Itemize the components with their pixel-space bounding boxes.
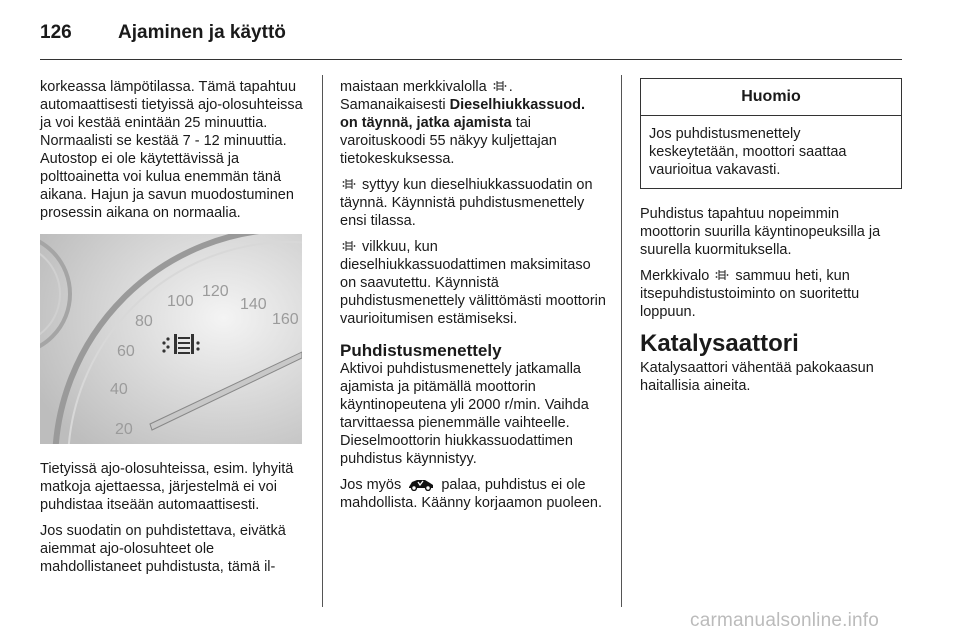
paragraph: Puhdistus tapahtuu nopeimmin moottorin suurilla käyntinopeuksilla ja suurella kuormituksella. <box>640 206 881 258</box>
note-title: Huomio <box>641 79 901 116</box>
text-run: . Samanaikaisesti <box>340 79 513 113</box>
paragraph <box>340 238 606 328</box>
diesel-particulate-filter-icon <box>715 268 729 282</box>
text-run: tai varoituskoodi 55 näkyy kuljettajan tietokeskuksessa. <box>340 115 557 167</box>
tick-label: 60 <box>117 343 135 360</box>
page-number: 126 <box>40 22 72 43</box>
tick-label: 100 <box>167 293 194 310</box>
section-heading: Puhdistusmenettely <box>340 341 502 360</box>
diesel-particulate-filter-icon <box>342 177 356 191</box>
watermark: carmanualsonline.info <box>690 610 880 631</box>
tick-label: 80 <box>135 313 153 330</box>
paragraph: Tietyissä ajo-olosuhteissa, esim. lyhyitä matkoja ajettaessa, järjestelmä ei voi puhdistaa itseään automaattisesti. <box>40 461 294 513</box>
chapter-title: Ajaminen ja käyttö <box>118 22 286 43</box>
paragraph <box>640 267 902 321</box>
section-heading: Katalysaattori <box>640 330 799 357</box>
text-run: palaa, puhdistus ei ole mahdollista. Käänny korjaamon puoleen. <box>340 477 602 511</box>
message-text: Dieselhiukkassuod. on täynnä, jatka ajamista <box>340 97 585 131</box>
diesel-particulate-filter-icon <box>493 79 507 93</box>
note-body: Jos puhdistusmenettely keskeytetään, moottori saattaa vaurioitua vakavasti. <box>649 126 847 178</box>
tick-label: 140 <box>240 296 267 313</box>
column-2 <box>340 78 606 520</box>
header-rule <box>40 59 902 60</box>
text-run: maistaan merkkivalolla <box>340 79 487 95</box>
column-1 <box>40 78 306 584</box>
paragraph <box>340 78 606 168</box>
note-box <box>640 78 902 189</box>
column-divider-2 <box>621 75 622 607</box>
paragraph <box>340 176 606 230</box>
text-run: sammuu heti, kun itsepuhdistustoiminto on suoritettu loppuun. <box>640 268 860 320</box>
column-divider-1 <box>322 75 323 607</box>
paragraph: korkeassa lämpötilassa. Tämä tapahtuu automaattisesti tietyissä ajo-olosuhteissa ja voi kestää enintään 25 minuuttia. Normaalisti se kestää 7 - 12 minuuttia. Autostop ei ole käytettävissä ja polttoainetta voi kulua enemmän tänä aikana. Hajun ja savun muodostuminen prosessin aikana on normaalia. <box>40 79 303 221</box>
tick-label: 160 <box>272 311 299 328</box>
service-vehicle-icon <box>407 477 435 491</box>
paragraph: Jos suodatin on puhdistettava, eivätkä aiemmat ajo-olosuhteet ole mahdollistaneet puhdistusta, tämä il- <box>40 523 286 575</box>
text-run: syttyy kun dieselhiukkassuodatin on täynnä. Käynnistä puhdistusmenettely ensi tilassa. <box>340 177 593 229</box>
paragraph: Katalysaattori vähentää pakokaasun haitallisia aineita. <box>640 360 874 394</box>
text-run: Merkkivalo <box>640 268 710 284</box>
column-3 <box>640 78 902 403</box>
tick-label: 120 <box>202 283 229 300</box>
text-run: vilkkuu, kun dieselhiukkassuodattimen maksimitaso on saavutettu. Käynnistä puhdistusmenettely välittömästi moottorin vaurioitumisen estämiseksi. <box>340 239 606 327</box>
tick-label: 20 <box>115 421 133 438</box>
tick-label: 40 <box>110 381 128 398</box>
speedometer-figure <box>40 234 302 444</box>
page-header <box>40 22 902 58</box>
text-run: Jos myös <box>340 477 402 493</box>
paragraph: Aktivoi puhdistusmenettely jatkamalla ajamista ja pitämällä moottorin käyntinopeutena yli 2000 r/min. Vaihda tarvittaessa pienemmälle vaihteelle. Dieselmoottorin hiukkassuodattimen puhdistus käynnistyy. <box>340 361 589 467</box>
paragraph <box>340 476 606 512</box>
diesel-particulate-filter-icon <box>342 239 356 253</box>
